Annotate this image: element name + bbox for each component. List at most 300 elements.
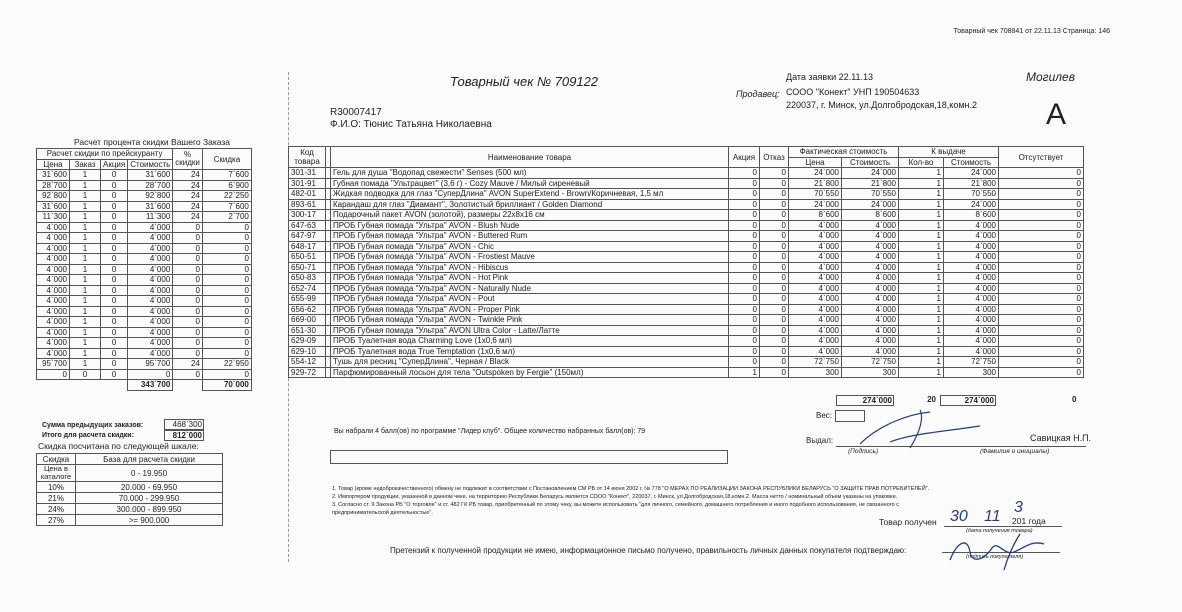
left-table-cell: 0 (173, 254, 203, 265)
left-table-row (37, 243, 252, 254)
left-table-cell: 4`000 (37, 254, 70, 265)
left-table-cell: 1 (70, 191, 101, 202)
total-absent: 0 (1072, 395, 1077, 404)
buyer-signature (944, 530, 1054, 574)
item-code: 482-01 (289, 189, 326, 200)
item-row (326, 168, 1084, 179)
customer-id: R30007417 (330, 107, 382, 118)
left-table-row (37, 306, 252, 317)
code-row (289, 189, 326, 200)
left-table-row (37, 254, 252, 265)
item-cell: 72`750 (944, 357, 999, 368)
item-cell: 4`000 (944, 273, 999, 284)
item-name: ПРОБ Туалетная вода True Temptation (1х0,6 мл) (331, 346, 729, 357)
left-table-cell: 4`000 (37, 233, 70, 244)
item-cell: 1 (899, 231, 944, 242)
item-cell: 0 (760, 262, 789, 273)
scale-cell: 0 - 19.950 (76, 465, 223, 482)
scale-row (37, 482, 223, 493)
left-table-cell: 1 (70, 348, 101, 359)
scale-row (37, 465, 223, 482)
item-cell: 8`600 (789, 210, 842, 221)
item-cell: 0 (760, 357, 789, 368)
received-date-line (944, 526, 1062, 527)
buyer-sign-caption: (подпись покупателя) (966, 554, 1024, 560)
item-cell: 0 (999, 315, 1084, 326)
item-cell: 0 (999, 231, 1084, 242)
left-table-cell: 1 (70, 254, 101, 265)
item-cell: 0 (999, 304, 1084, 315)
item-name: ПРОБ Губная помада "Ультра" AVON - Blush Nude (331, 220, 729, 231)
left-table-cell: 1 (70, 306, 101, 317)
item-row (326, 231, 1084, 242)
code-row (289, 262, 326, 273)
item-cell: 1 (899, 336, 944, 347)
item-cell: 0 (729, 325, 760, 336)
left-table-cell: 24 (173, 180, 203, 191)
scale-col-discount: Скидка (37, 454, 76, 465)
left-table-cell: 0 (173, 338, 203, 349)
left-table-cell: 0 (173, 222, 203, 233)
item-name: ПРОБ Туалетная вода Charming Love (1х0,6 мл) (331, 336, 729, 347)
left-table-cell: 0 (101, 285, 128, 296)
item-cell: 21`800 (789, 178, 842, 189)
left-table-row (37, 170, 252, 181)
left-table-cell: 4`000 (128, 254, 173, 265)
item-cell: 4`000 (789, 294, 842, 305)
item-row (326, 199, 1084, 210)
item-cell: 4`000 (944, 220, 999, 231)
code-row (289, 346, 326, 357)
item-name: ПРОБ Губная помада "Ультра" AVON - Proper Pink (331, 304, 729, 315)
discount-calc-table (36, 148, 252, 391)
item-cell: 0 (760, 241, 789, 252)
item-cell: 0 (729, 336, 760, 347)
item-cell: 0 (760, 346, 789, 357)
item-cell: 1 (899, 178, 944, 189)
city: Могилев (1026, 70, 1075, 84)
left-table-cell: 1 (70, 233, 101, 244)
item-name: Тушь для ресниц "СуперДлина", Черная / Black (331, 357, 729, 368)
scale-row (37, 504, 223, 515)
item-cell: 24`000 (842, 199, 899, 210)
receipt-title: Товарный чек № 709122 (450, 74, 599, 89)
left-table-cell: 11`300 (37, 212, 70, 223)
customer-name: Ф.И.О: Тюнис Татьяна Николаевна (330, 119, 492, 130)
left-table-cell: 28`700 (37, 180, 70, 191)
left-table-cell: 0 (101, 180, 128, 191)
item-cell: 0 (729, 273, 760, 284)
left-table-cell: 0 (173, 327, 203, 338)
code-row (289, 336, 326, 347)
item-code: 648-17 (289, 241, 326, 252)
item-cell: 1 (899, 168, 944, 179)
item-cell: 0 (760, 336, 789, 347)
item-cell: 8`600 (944, 210, 999, 221)
item-cell: 4`000 (842, 336, 899, 347)
left-table-cell: 4`000 (128, 264, 173, 275)
percent-header: % скидки (173, 149, 203, 170)
left-table-cell: 24 (173, 201, 203, 212)
code-row (289, 315, 326, 326)
item-code: 301-31 (289, 168, 326, 179)
item-code: 655-99 (289, 294, 326, 305)
item-cell: 4`000 (944, 252, 999, 263)
item-cell: 4`000 (789, 346, 842, 357)
item-cell: 0 (729, 178, 760, 189)
left-table-cell: 4`000 (37, 275, 70, 286)
code-row (289, 241, 326, 252)
group-header: Расчет скидки по прейскуранту (37, 149, 173, 160)
item-cell: 1 (899, 357, 944, 368)
item-cell: 1 (899, 273, 944, 284)
left-table-cell: 0 (202, 296, 251, 307)
left-table-cell: 0 (101, 327, 128, 338)
item-cell: 4`000 (789, 304, 842, 315)
item-cell: 4`000 (842, 273, 899, 284)
left-table-row (37, 359, 252, 370)
total-actual-cost: 274`000 (836, 395, 894, 406)
left-table-row (37, 327, 252, 338)
left-table-cell: 0 (101, 170, 128, 181)
code-row (289, 304, 326, 315)
left-table-cell: 1 (70, 327, 101, 338)
left-table-cell: 22`250 (202, 191, 251, 202)
left-table-row (37, 191, 252, 202)
left-table-cell: 0 (173, 348, 203, 359)
item-cell: 4`000 (842, 283, 899, 294)
item-cell: 0 (999, 168, 1084, 179)
left-table-cell: 0 (101, 296, 128, 307)
left-table-cell: 1 (70, 275, 101, 286)
item-cell: 4`000 (842, 304, 899, 315)
item-cell: 1 (899, 325, 944, 336)
item-code: 647-97 (289, 231, 326, 242)
previous-orders-label: Сумма предыдущих заказов: (42, 422, 144, 429)
item-cell: 4`000 (944, 231, 999, 242)
left-table-cell: 4`000 (37, 243, 70, 254)
left-table-cell: 0 (202, 285, 251, 296)
item-cell: 70`550 (789, 189, 842, 200)
item-cell: 8`600 (842, 210, 899, 221)
item-cell: 0 (729, 262, 760, 273)
left-table-cell: 0 (101, 233, 128, 244)
item-cell: 4`000 (842, 241, 899, 252)
item-row (326, 273, 1084, 284)
item-cell: 1 (899, 304, 944, 315)
item-cell: 0 (999, 283, 1084, 294)
left-table-cell: 0 (173, 243, 203, 254)
item-cell: 300 (789, 367, 842, 378)
left-table-cell: 4`000 (37, 264, 70, 275)
item-cell: 0 (760, 231, 789, 242)
item-row (326, 178, 1084, 189)
promo-header: Акция (729, 147, 760, 168)
item-code: 300-17 (289, 210, 326, 221)
item-cell: 1 (899, 346, 944, 357)
item-cell: 0 (999, 252, 1084, 263)
item-cell: 4`000 (842, 294, 899, 305)
scale-cell: 21% (37, 493, 76, 504)
item-name: Губная помада "Ультрацвет" (3,6 г) - Cozy Mauve / Милый сиреневый (331, 178, 729, 189)
left-table-cell: 4`000 (128, 338, 173, 349)
item-name: Подарочный пакет AVON (золотой), размеры 22х8х16 см (331, 210, 729, 221)
code-row (289, 367, 326, 378)
left-table-cell: 4`000 (128, 327, 173, 338)
discount-header: Скидка (202, 149, 251, 170)
item-cell: 1 (899, 367, 944, 378)
item-row (326, 220, 1084, 231)
code-row (289, 178, 326, 189)
item-cell: 0 (999, 325, 1084, 336)
left-total-cost: 343`700 (128, 380, 173, 391)
left-table-cell: 31`600 (128, 170, 173, 181)
item-name: ПРОБ Губная помада "Ультра" AVON - Hibiscus (331, 262, 729, 273)
received-month: 11 (984, 508, 1001, 525)
item-code: 301-91 (289, 178, 326, 189)
left-table-cell: 4`000 (128, 233, 173, 244)
code-row (289, 252, 326, 263)
left-table-total-row (37, 380, 252, 391)
left-table-cell: 0 (202, 222, 251, 233)
item-cell: 0 (999, 178, 1084, 189)
item-cell: 0 (999, 241, 1084, 252)
seller-address: 220037, г. Минск, ул.Долгобродская,18,комн.2 (786, 100, 978, 110)
code-column (288, 146, 326, 378)
items-table (326, 146, 1084, 378)
left-table-cell: 0 (101, 212, 128, 223)
left-table-cell: 31`600 (37, 201, 70, 212)
points-text: Вы набрали 4 балл(ов) по программе "Лидер клуб". Общее количество набранных балл(ов): 79 (334, 428, 646, 435)
item-cell: 4`000 (789, 231, 842, 242)
left-table-cell: 0 (173, 369, 203, 380)
item-cell: 4`000 (944, 304, 999, 315)
left-table-cell: 0 (202, 369, 251, 380)
left-table-cell: 0 (202, 317, 251, 328)
item-cell: 1 (729, 367, 760, 378)
order-date: Дата заявки 22.11.13 (786, 72, 874, 82)
item-code: 647-63 (289, 220, 326, 231)
scale-cell: Цена в каталоге (37, 465, 76, 482)
item-cell: 1 (899, 315, 944, 326)
item-cell: 4`000 (789, 262, 842, 273)
left-table-cell: 0 (128, 369, 173, 380)
item-cell: 0 (999, 262, 1084, 273)
left-table-cell: 0 (202, 327, 251, 338)
item-row (326, 315, 1084, 326)
left-table-row (37, 180, 252, 191)
item-cell: 0 (760, 273, 789, 284)
left-table-cell: 0 (101, 222, 128, 233)
item-cell: 0 (729, 304, 760, 315)
item-name: Гель для душа "Водопад свежести" Senses (500 мл) (331, 168, 729, 179)
item-cell: 0 (999, 367, 1084, 378)
scale-cell: 20.000 - 69.950 (76, 482, 223, 493)
item-cell: 72`750 (842, 357, 899, 368)
refuse-header: Отказ (760, 147, 789, 168)
item-code: 629-09 (289, 336, 326, 347)
item-name: Парфюмированный лосьон для тела "Outspoken by Fergie" (150мл) (331, 367, 729, 378)
left-table-cell: 0 (173, 285, 203, 296)
item-cell: 4`000 (789, 315, 842, 326)
cost-header: Стоимость (842, 157, 899, 168)
left-table-cell: 22`950 (202, 359, 251, 370)
item-cell: 24`000 (842, 168, 899, 179)
left-table-row (37, 369, 252, 380)
left-table-cell: 95`700 (128, 359, 173, 370)
item-cell: 0 (999, 336, 1084, 347)
left-table-cell: 1 (70, 243, 101, 254)
item-cell: 0 (729, 220, 760, 231)
left-table-cell: 0 (202, 243, 251, 254)
item-cell: 300 (842, 367, 899, 378)
left-table-cell: 0 (101, 275, 128, 286)
item-cell: 0 (760, 252, 789, 263)
item-row (326, 241, 1084, 252)
item-name: ПРОБ Губная помада "Ультра" AVON - Pout (331, 294, 729, 305)
left-table-cell: 4`000 (128, 275, 173, 286)
item-code: 629-10 (289, 346, 326, 357)
left-table-cell: 0 (101, 264, 128, 275)
item-code: 656-62 (289, 304, 326, 315)
item-cell: 24`000 (944, 199, 999, 210)
left-table-cell: 1 (70, 264, 101, 275)
item-cell: 21`800 (944, 178, 999, 189)
left-table-cell: 0 (101, 243, 128, 254)
note-2: 2. Импортером продукции, указанной в данном чеке, на территорию Республики Беларусь является СООО "Конект", 220037, г. Минск, ул.Долгобродская,18,комн.2. Масса нетто / номинальный объем указаны на упаковке. (332, 494, 898, 500)
left-table-cell: 4`000 (128, 348, 173, 359)
scale-cell: 70.000 - 299.950 (76, 493, 223, 504)
left-table-cell: 1 (70, 296, 101, 307)
left-table-cell: 24 (173, 212, 203, 223)
received-label: Товар получен (879, 517, 937, 527)
item-row (326, 262, 1084, 273)
left-total-discount: 70`000 (202, 380, 251, 391)
left-table-row (37, 285, 252, 296)
weight-label: Вес: (816, 411, 833, 420)
left-table-cell: 4`000 (128, 317, 173, 328)
item-cell: 0 (760, 325, 789, 336)
left-table-cell: 4`000 (37, 317, 70, 328)
left-table-cell: 0 (101, 191, 128, 202)
item-row (326, 189, 1084, 200)
discount-total-label: Итого для расчета скидки: (42, 432, 134, 439)
item-cell: 0 (729, 315, 760, 326)
code-row (289, 168, 326, 179)
item-cell: 0 (760, 189, 789, 200)
left-table-cell: 0 (101, 317, 128, 328)
left-table-cell: 4`000 (37, 338, 70, 349)
left-table-cell: 0 (202, 264, 251, 275)
item-cell: 70`550 (944, 189, 999, 200)
left-table-cell: 0 (101, 306, 128, 317)
item-cell: 70`550 (842, 189, 899, 200)
left-table-cell: 0 (173, 233, 203, 244)
item-cell: 4`000 (789, 325, 842, 336)
left-table-caption: Расчет процента скидки Вашего Заказа (74, 137, 231, 147)
code-header: Код товара (289, 147, 326, 168)
scale-row (37, 493, 223, 504)
left-table-cell: 0 (101, 359, 128, 370)
left-table-cell: 4`000 (128, 222, 173, 233)
item-cell: 4`000 (789, 273, 842, 284)
sign-caption: (Подпись) (848, 448, 879, 455)
left-table-cell: 0 (202, 348, 251, 359)
item-cell: 0 (760, 304, 789, 315)
left-table-cell: 11`300 (128, 212, 173, 223)
total-qty: 20 (927, 395, 936, 404)
item-cell: 1 (899, 283, 944, 294)
item-cell: 4`000 (944, 325, 999, 336)
item-code: 650-51 (289, 252, 326, 263)
item-name: ПРОБ Губная помада "Ультра" AVON - Buttered Rum (331, 231, 729, 242)
comment-box (330, 450, 728, 464)
left-table-cell: 31`600 (128, 201, 173, 212)
item-cell: 0 (999, 357, 1084, 368)
item-cell: 4`000 (842, 346, 899, 357)
left-table-cell: 4`000 (37, 296, 70, 307)
col-price: Цена (37, 159, 70, 170)
left-table-cell: 7`600 (202, 201, 251, 212)
item-cell: 0 (760, 199, 789, 210)
item-name: ПРОБ Губная помада "Ультра" AVON - Naturally Nude (331, 283, 729, 294)
top-right-page-info: Товарный чек 708841 от 22.11.13 Страница: 146 (953, 28, 1110, 35)
year-label: 201 года (1012, 516, 1046, 526)
left-table-cell: 0 (70, 369, 101, 380)
name-header: Наименование товара (331, 147, 729, 168)
item-cell: 4`000 (842, 252, 899, 263)
note-1: 1. Товар (кроме недоброкачественного) обмену не подлежит в соответствии с Постановлением СМ РБ от 14 июня 2002 г. № 778 "О МЕРАХ ПО РЕАЛИЗАЦИИ ЗАКОНА РЕСПУБЛИКИ БЕЛАРУСЬ "О ЗАЩИТЕ ПРАВ ПОТРЕБИТЕЛЕЙ". (332, 486, 930, 492)
left-table-cell: 0 (101, 201, 128, 212)
left-table-cell: 0 (101, 338, 128, 349)
item-cell: 0 (760, 210, 789, 221)
previous-orders-value: 468`300 (164, 419, 204, 430)
item-cell: 0 (760, 168, 789, 179)
item-cell: 0 (729, 294, 760, 305)
note-4: предпринимательской деятельностью". (332, 510, 433, 516)
scale-cell: 27% (37, 515, 76, 526)
total-issue-cost: 274`000 (940, 395, 996, 406)
item-cell: 72`750 (789, 357, 842, 368)
left-table-cell: 24 (173, 170, 203, 181)
item-row (326, 252, 1084, 263)
left-table-cell: 0 (101, 254, 128, 265)
issue-cost-header: Стоимость (944, 157, 999, 168)
left-table-cell: 92`800 (128, 191, 173, 202)
item-name: ПРОБ Губная помада "Ультра" AVON - Hot Pink (331, 273, 729, 284)
absent-header: Отсутствует (999, 147, 1084, 168)
actual-cost-header: Фактическая стоимость (789, 147, 899, 158)
received-year-digit: 3 (1014, 499, 1023, 516)
item-cell: 1 (899, 199, 944, 210)
item-row (326, 304, 1084, 315)
left-table-cell: 0 (202, 233, 251, 244)
item-cell: 4`000 (789, 336, 842, 347)
code-row (289, 210, 326, 221)
left-table-cell: 4`000 (37, 222, 70, 233)
left-table-cell: 1 (70, 317, 101, 328)
scale-row (37, 515, 223, 526)
item-cell: 0 (729, 241, 760, 252)
issued-name: Савицкая Н.П. (1030, 433, 1092, 443)
received-day: 30 (950, 508, 968, 525)
item-cell: 0 (729, 357, 760, 368)
item-row (326, 294, 1084, 305)
item-row (326, 210, 1084, 221)
left-table-cell: 4`000 (128, 285, 173, 296)
item-cell: 0 (999, 346, 1084, 357)
left-table-cell: 0 (173, 296, 203, 307)
